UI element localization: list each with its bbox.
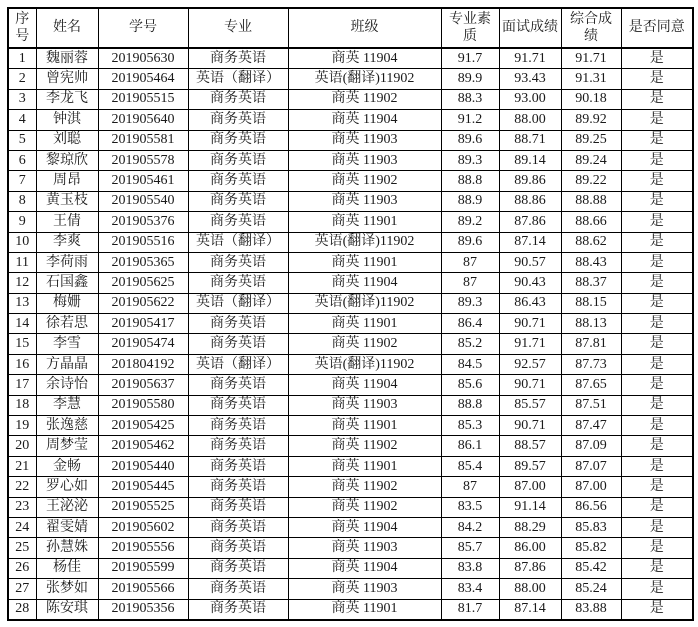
table-row <box>8 599 693 620</box>
cell-consent: 是 <box>621 293 693 313</box>
cell-interview-score: 90.71 <box>499 375 561 395</box>
cell-interview-score: 90.43 <box>499 273 561 293</box>
cell-index: 13 <box>8 293 36 313</box>
cell-major: 商务英语 <box>188 334 288 354</box>
cell-major: 商务英语 <box>188 171 288 191</box>
cell-overall-score: 87.47 <box>561 416 621 436</box>
cell-overall-score: 88.62 <box>561 232 621 252</box>
table-row <box>8 416 693 436</box>
cell-consent: 是 <box>621 48 693 69</box>
cell-overall-score: 89.22 <box>561 171 621 191</box>
cell-name: 周梦莹 <box>36 436 98 456</box>
cell-index: 23 <box>8 497 36 517</box>
cell-major: 商务英语 <box>188 538 288 558</box>
cell-professional-quality: 86.4 <box>441 314 499 334</box>
cell-class: 英语(翻译)11902 <box>288 69 441 89</box>
cell-consent: 是 <box>621 538 693 558</box>
cell-student-id: 201905622 <box>98 293 188 313</box>
cell-student-id: 201905445 <box>98 477 188 497</box>
table-row <box>8 69 693 89</box>
cell-index: 4 <box>8 110 36 130</box>
cell-professional-quality: 83.8 <box>441 558 499 578</box>
table-row <box>8 89 693 109</box>
cell-consent: 是 <box>621 171 693 191</box>
cell-class: 商英 11902 <box>288 436 441 456</box>
cell-name: 张梦如 <box>36 579 98 599</box>
cell-name: 王泌泌 <box>36 497 98 517</box>
cell-name: 张逸慈 <box>36 416 98 436</box>
cell-interview-score: 86.43 <box>499 293 561 313</box>
cell-class: 商英 11903 <box>288 130 441 150</box>
cell-professional-quality: 85.2 <box>441 334 499 354</box>
cell-overall-score: 86.56 <box>561 497 621 517</box>
cell-major: 商务英语 <box>188 273 288 293</box>
cell-index: 15 <box>8 334 36 354</box>
cell-interview-score: 91.71 <box>499 48 561 69</box>
table-row <box>8 395 693 415</box>
cell-name: 徐若思 <box>36 314 98 334</box>
cell-index: 16 <box>8 354 36 374</box>
cell-interview-score: 91.14 <box>499 497 561 517</box>
cell-interview-score: 91.71 <box>499 334 561 354</box>
cell-class: 商英 11901 <box>288 252 441 272</box>
cell-overall-score: 88.66 <box>561 212 621 232</box>
cell-professional-quality: 85.3 <box>441 416 499 436</box>
header-major: 专业 <box>188 8 288 48</box>
cell-major: 英语（翻译） <box>188 232 288 252</box>
header-class: 班级 <box>288 8 441 48</box>
cell-student-id: 201905516 <box>98 232 188 252</box>
cell-major: 商务英语 <box>188 497 288 517</box>
cell-student-id: 201905515 <box>98 89 188 109</box>
cell-name: 翟雯婧 <box>36 517 98 537</box>
cell-consent: 是 <box>621 497 693 517</box>
cell-student-id: 201905566 <box>98 579 188 599</box>
cell-professional-quality: 85.7 <box>441 538 499 558</box>
cell-professional-quality: 88.3 <box>441 89 499 109</box>
cell-overall-score: 87.07 <box>561 456 621 476</box>
cell-major: 商务英语 <box>188 416 288 436</box>
cell-professional-quality: 91.2 <box>441 110 499 130</box>
cell-consent: 是 <box>621 130 693 150</box>
header-overall-score: 综合成绩 <box>561 8 621 48</box>
cell-student-id: 201905376 <box>98 212 188 232</box>
cell-interview-score: 90.71 <box>499 416 561 436</box>
cell-index: 12 <box>8 273 36 293</box>
cell-class: 商英 11902 <box>288 89 441 109</box>
cell-consent: 是 <box>621 416 693 436</box>
cell-professional-quality: 88.8 <box>441 171 499 191</box>
table-row <box>8 293 693 313</box>
cell-index: 27 <box>8 579 36 599</box>
cell-name: 罗心如 <box>36 477 98 497</box>
cell-name: 周昂 <box>36 171 98 191</box>
cell-overall-score: 88.15 <box>561 293 621 313</box>
table-row <box>8 497 693 517</box>
cell-interview-score: 87.14 <box>499 599 561 620</box>
cell-name: 王倩 <box>36 212 98 232</box>
cell-major: 商务英语 <box>188 130 288 150</box>
cell-overall-score: 87.73 <box>561 354 621 374</box>
cell-major: 商务英语 <box>188 477 288 497</box>
cell-index: 17 <box>8 375 36 395</box>
table-row <box>8 130 693 150</box>
cell-interview-score: 93.43 <box>499 69 561 89</box>
cell-professional-quality: 87 <box>441 252 499 272</box>
table-row <box>8 110 693 130</box>
cell-index: 11 <box>8 252 36 272</box>
header-index: 序号 <box>8 8 36 48</box>
header-student-id: 学号 <box>98 8 188 48</box>
cell-index: 5 <box>8 130 36 150</box>
cell-class: 商英 11904 <box>288 558 441 578</box>
cell-index: 21 <box>8 456 36 476</box>
cell-interview-score: 86.00 <box>499 538 561 558</box>
cell-consent: 是 <box>621 579 693 599</box>
table-row <box>8 232 693 252</box>
cell-consent: 是 <box>621 375 693 395</box>
cell-name: 李荷雨 <box>36 252 98 272</box>
cell-student-id: 201905365 <box>98 252 188 272</box>
cell-consent: 是 <box>621 150 693 170</box>
cell-major: 英语（翻译） <box>188 354 288 374</box>
cell-interview-score: 90.71 <box>499 314 561 334</box>
cell-professional-quality: 87 <box>441 273 499 293</box>
table-row <box>8 314 693 334</box>
cell-overall-score: 88.43 <box>561 252 621 272</box>
cell-name: 杨佳 <box>36 558 98 578</box>
cell-class: 商英 11901 <box>288 456 441 476</box>
table-row <box>8 48 693 69</box>
cell-name: 金畅 <box>36 456 98 476</box>
cell-name: 陈安琪 <box>36 599 98 620</box>
cell-overall-score: 87.65 <box>561 375 621 395</box>
cell-name: 李雪 <box>36 334 98 354</box>
cell-interview-score: 88.00 <box>499 110 561 130</box>
cell-class: 商英 11904 <box>288 48 441 69</box>
cell-index: 22 <box>8 477 36 497</box>
cell-interview-score: 85.57 <box>499 395 561 415</box>
cell-consent: 是 <box>621 252 693 272</box>
cell-professional-quality: 89.6 <box>441 130 499 150</box>
cell-class: 商英 11903 <box>288 191 441 211</box>
cell-overall-score: 88.37 <box>561 273 621 293</box>
cell-overall-score: 89.25 <box>561 130 621 150</box>
cell-consent: 是 <box>621 436 693 456</box>
cell-professional-quality: 85.4 <box>441 456 499 476</box>
cell-consent: 是 <box>621 477 693 497</box>
table-row <box>8 517 693 537</box>
cell-professional-quality: 88.8 <box>441 395 499 415</box>
cell-index: 10 <box>8 232 36 252</box>
cell-class: 商英 11902 <box>288 497 441 517</box>
cell-professional-quality: 85.6 <box>441 375 499 395</box>
cell-professional-quality: 89.9 <box>441 69 499 89</box>
cell-interview-score: 88.00 <box>499 579 561 599</box>
table-row <box>8 150 693 170</box>
cell-index: 6 <box>8 150 36 170</box>
cell-professional-quality: 84.2 <box>441 517 499 537</box>
cell-major: 英语（翻译） <box>188 69 288 89</box>
cell-student-id: 201905556 <box>98 538 188 558</box>
cell-overall-score: 87.00 <box>561 477 621 497</box>
table-row <box>8 436 693 456</box>
cell-name: 黎琼欣 <box>36 150 98 170</box>
cell-student-id: 201905462 <box>98 436 188 456</box>
cell-consent: 是 <box>621 456 693 476</box>
cell-class: 商英 11904 <box>288 273 441 293</box>
cell-major: 商务英语 <box>188 579 288 599</box>
table-row <box>8 171 693 191</box>
cell-student-id: 201905630 <box>98 48 188 69</box>
cell-class: 商英 11901 <box>288 314 441 334</box>
cell-overall-score: 88.88 <box>561 191 621 211</box>
table-row <box>8 456 693 476</box>
cell-professional-quality: 83.4 <box>441 579 499 599</box>
cell-overall-score: 89.24 <box>561 150 621 170</box>
cell-consent: 是 <box>621 110 693 130</box>
cell-index: 2 <box>8 69 36 89</box>
cell-student-id: 201905540 <box>98 191 188 211</box>
cell-overall-score: 85.42 <box>561 558 621 578</box>
table-row <box>8 273 693 293</box>
cell-consent: 是 <box>621 273 693 293</box>
cell-major: 商务英语 <box>188 436 288 456</box>
cell-professional-quality: 89.2 <box>441 212 499 232</box>
table-body <box>8 48 693 620</box>
cell-class: 商英 11901 <box>288 416 441 436</box>
cell-class: 商英 11902 <box>288 477 441 497</box>
cell-student-id: 201905578 <box>98 150 188 170</box>
cell-student-id: 201804192 <box>98 354 188 374</box>
cell-student-id: 201905425 <box>98 416 188 436</box>
cell-index: 1 <box>8 48 36 69</box>
table-row <box>8 252 693 272</box>
table-row <box>8 375 693 395</box>
cell-professional-quality: 87 <box>441 477 499 497</box>
cell-class: 商英 11904 <box>288 517 441 537</box>
cell-consent: 是 <box>621 517 693 537</box>
header-interview-score: 面试成绩 <box>499 8 561 48</box>
cell-student-id: 201905640 <box>98 110 188 130</box>
cell-professional-quality: 91.7 <box>441 48 499 69</box>
cell-professional-quality: 89.3 <box>441 150 499 170</box>
cell-professional-quality: 86.1 <box>441 436 499 456</box>
cell-student-id: 201905625 <box>98 273 188 293</box>
cell-name: 方晶晶 <box>36 354 98 374</box>
cell-student-id: 201905637 <box>98 375 188 395</box>
table-row <box>8 579 693 599</box>
cell-consent: 是 <box>621 395 693 415</box>
cell-class: 商英 11903 <box>288 538 441 558</box>
cell-major: 商务英语 <box>188 456 288 476</box>
cell-consent: 是 <box>621 232 693 252</box>
cell-major: 商务英语 <box>188 375 288 395</box>
cell-name: 李爽 <box>36 232 98 252</box>
cell-major: 英语（翻译） <box>188 293 288 313</box>
header-consent: 是否同意 <box>621 8 693 48</box>
cell-overall-score: 91.31 <box>561 69 621 89</box>
cell-student-id: 201905464 <box>98 69 188 89</box>
cell-major: 商务英语 <box>188 89 288 109</box>
cell-student-id: 201905581 <box>98 130 188 150</box>
cell-interview-score: 93.00 <box>499 89 561 109</box>
cell-interview-score: 88.57 <box>499 436 561 456</box>
cell-consent: 是 <box>621 558 693 578</box>
cell-index: 19 <box>8 416 36 436</box>
cell-consent: 是 <box>621 89 693 109</box>
cell-interview-score: 88.29 <box>499 517 561 537</box>
cell-index: 9 <box>8 212 36 232</box>
cell-consent: 是 <box>621 354 693 374</box>
cell-overall-score: 91.71 <box>561 48 621 69</box>
header-name: 姓名 <box>36 8 98 48</box>
cell-consent: 是 <box>621 212 693 232</box>
cell-major: 商务英语 <box>188 314 288 334</box>
cell-overall-score: 88.13 <box>561 314 621 334</box>
cell-student-id: 201905580 <box>98 395 188 415</box>
cell-overall-score: 85.83 <box>561 517 621 537</box>
cell-interview-score: 87.86 <box>499 558 561 578</box>
cell-index: 25 <box>8 538 36 558</box>
cell-interview-score: 92.57 <box>499 354 561 374</box>
cell-class: 商英 11901 <box>288 212 441 232</box>
cell-overall-score: 90.18 <box>561 89 621 109</box>
cell-interview-score: 88.86 <box>499 191 561 211</box>
cell-professional-quality: 83.5 <box>441 497 499 517</box>
cell-interview-score: 90.57 <box>499 252 561 272</box>
cell-major: 商务英语 <box>188 191 288 211</box>
cell-index: 28 <box>8 599 36 620</box>
cell-major: 商务英语 <box>188 150 288 170</box>
cell-overall-score: 85.82 <box>561 538 621 558</box>
cell-index: 3 <box>8 89 36 109</box>
cell-major: 商务英语 <box>188 48 288 69</box>
cell-major: 商务英语 <box>188 252 288 272</box>
cell-student-id: 201905461 <box>98 171 188 191</box>
cell-class: 商英 11903 <box>288 395 441 415</box>
cell-professional-quality: 88.9 <box>441 191 499 211</box>
cell-name: 李龙飞 <box>36 89 98 109</box>
cell-consent: 是 <box>621 69 693 89</box>
cell-interview-score: 87.86 <box>499 212 561 232</box>
table-row <box>8 354 693 374</box>
cell-interview-score: 89.86 <box>499 171 561 191</box>
cell-consent: 是 <box>621 314 693 334</box>
cell-student-id: 201905356 <box>98 599 188 620</box>
header-row <box>8 8 693 48</box>
cell-consent: 是 <box>621 599 693 620</box>
cell-consent: 是 <box>621 191 693 211</box>
cell-interview-score: 87.14 <box>499 232 561 252</box>
cell-professional-quality: 89.3 <box>441 293 499 313</box>
cell-overall-score: 87.09 <box>561 436 621 456</box>
table-row <box>8 538 693 558</box>
cell-major: 商务英语 <box>188 558 288 578</box>
cell-name: 余诗怡 <box>36 375 98 395</box>
table-row <box>8 191 693 211</box>
cell-class: 商英 11902 <box>288 171 441 191</box>
cell-professional-quality: 89.6 <box>441 232 499 252</box>
cell-name: 曾宪帅 <box>36 69 98 89</box>
header-professional-quality: 专业素质 <box>441 8 499 48</box>
cell-class: 商英 11904 <box>288 110 441 130</box>
cell-interview-score: 89.14 <box>499 150 561 170</box>
cell-class: 商英 11903 <box>288 579 441 599</box>
cell-major: 商务英语 <box>188 517 288 537</box>
cell-index: 7 <box>8 171 36 191</box>
cell-name: 孙慧姝 <box>36 538 98 558</box>
cell-class: 英语(翻译)11902 <box>288 232 441 252</box>
table-row <box>8 212 693 232</box>
cell-major: 商务英语 <box>188 110 288 130</box>
cell-student-id: 201905440 <box>98 456 188 476</box>
cell-major: 商务英语 <box>188 212 288 232</box>
cell-overall-score: 87.81 <box>561 334 621 354</box>
cell-student-id: 201905417 <box>98 314 188 334</box>
cell-overall-score: 83.88 <box>561 599 621 620</box>
cell-name: 李慧 <box>36 395 98 415</box>
cell-major: 商务英语 <box>188 599 288 620</box>
cell-interview-score: 87.00 <box>499 477 561 497</box>
cell-student-id: 201905602 <box>98 517 188 537</box>
cell-interview-score: 88.71 <box>499 130 561 150</box>
cell-index: 24 <box>8 517 36 537</box>
cell-class: 商英 11902 <box>288 334 441 354</box>
cell-name: 黄玉枝 <box>36 191 98 211</box>
cell-overall-score: 85.24 <box>561 579 621 599</box>
cell-name: 刘聪 <box>36 130 98 150</box>
cell-class: 英语(翻译)11902 <box>288 354 441 374</box>
cell-class: 商英 11903 <box>288 150 441 170</box>
cell-student-id: 201905474 <box>98 334 188 354</box>
cell-professional-quality: 81.7 <box>441 599 499 620</box>
cell-student-id: 201905599 <box>98 558 188 578</box>
cell-class: 英语(翻译)11902 <box>288 293 441 313</box>
cell-index: 20 <box>8 436 36 456</box>
cell-index: 26 <box>8 558 36 578</box>
table-row <box>8 558 693 578</box>
cell-name: 钟淇 <box>36 110 98 130</box>
cell-overall-score: 87.51 <box>561 395 621 415</box>
cell-major: 商务英语 <box>188 395 288 415</box>
cell-name: 石国鑫 <box>36 273 98 293</box>
cell-class: 商英 11904 <box>288 375 441 395</box>
cell-index: 8 <box>8 191 36 211</box>
cell-name: 梅姗 <box>36 293 98 313</box>
table-row <box>8 334 693 354</box>
cell-interview-score: 89.57 <box>499 456 561 476</box>
student-score-table <box>7 7 694 621</box>
cell-index: 14 <box>8 314 36 334</box>
cell-name: 魏丽蓉 <box>36 48 98 69</box>
cell-class: 商英 11901 <box>288 599 441 620</box>
cell-index: 18 <box>8 395 36 415</box>
cell-professional-quality: 84.5 <box>441 354 499 374</box>
cell-student-id: 201905525 <box>98 497 188 517</box>
cell-overall-score: 89.92 <box>561 110 621 130</box>
cell-consent: 是 <box>621 334 693 354</box>
table-row <box>8 477 693 497</box>
